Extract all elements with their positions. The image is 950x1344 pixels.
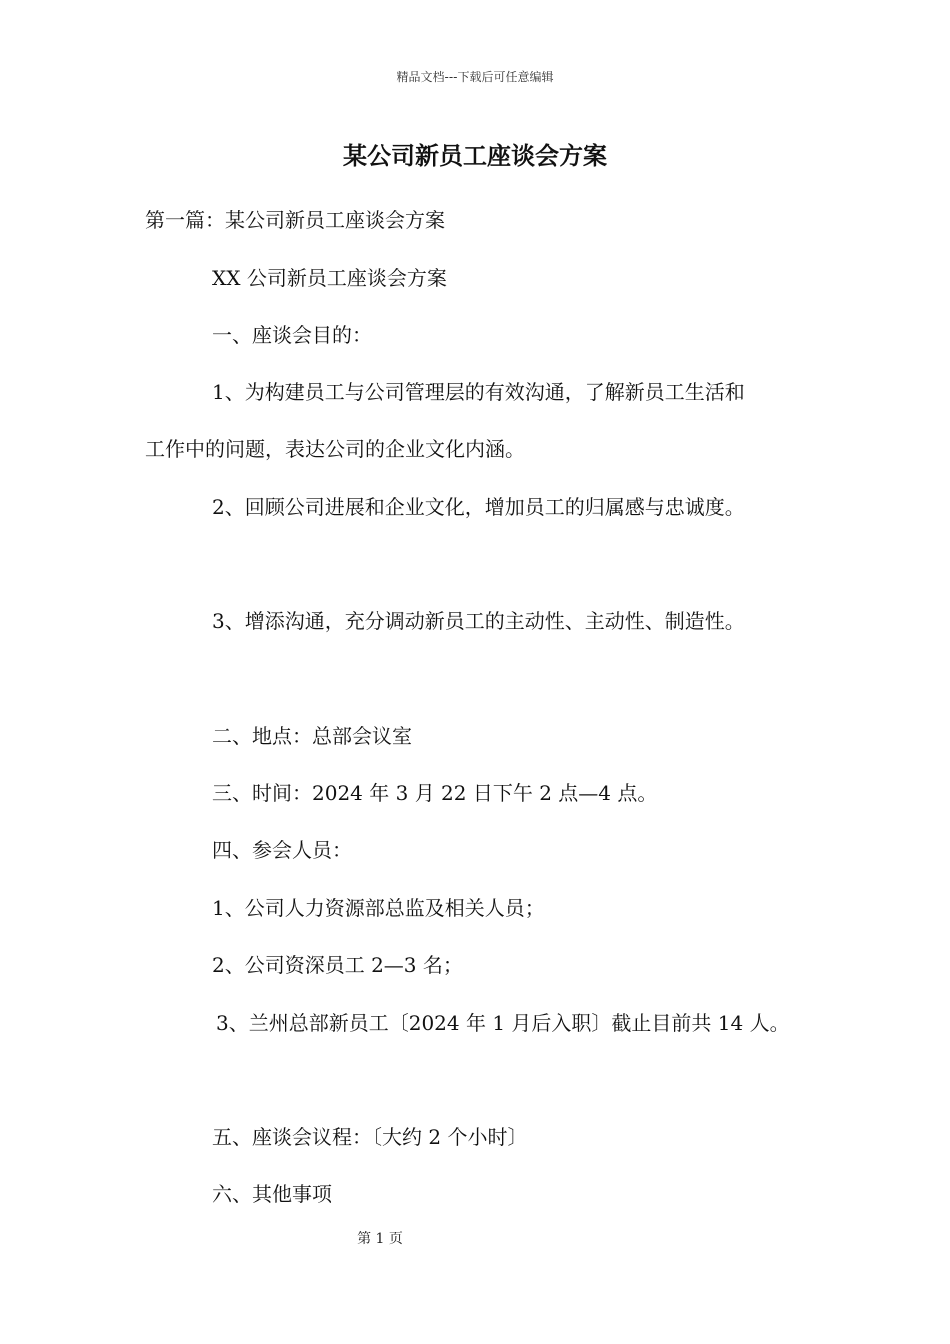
purpose-item-1: 1、为构建员工与公司管理层的有效沟通，了解新员工生活和 bbox=[212, 380, 745, 404]
location-line: 二、地点：总部会议室 bbox=[212, 724, 412, 748]
purpose-item-2: 2、回顾公司进展和企业文化，增加员工的归属感与忠诚度。 bbox=[212, 495, 745, 519]
page-number: 第 1 页 bbox=[357, 1231, 403, 1247]
time-line: 三、时间：2024 年 3 月 22 日下午 2 点—4 点。 bbox=[212, 781, 658, 805]
section-heading: 第一篇：某公司新员工座谈会方案 bbox=[145, 208, 445, 232]
attendee-item-2: 2、公司资深员工 2—3 名； bbox=[212, 953, 463, 977]
purpose-item-1-continued: 工作中的问题，表达公司的企业文化内涵。 bbox=[145, 437, 525, 461]
subtitle-line: XX 公司新员工座谈会方案 bbox=[212, 266, 447, 290]
header-note: 精品文档---下载后可任意编辑 bbox=[396, 70, 554, 84]
attendee-item-3: 3、兰州总部新员工〔2024 年 1 月后入职〕截止目前共 14 人。 bbox=[216, 1011, 790, 1035]
agenda-line: 五、座谈会议程：〔大约 2 个小时〕 bbox=[212, 1125, 528, 1149]
attendee-item-1: 1、公司人力资源部总监及相关人员； bbox=[212, 896, 545, 920]
attendees-heading: 四、参会人员： bbox=[212, 838, 352, 862]
other-matters-heading: 六、其他事项 bbox=[212, 1182, 332, 1206]
purpose-item-3: 3、增添沟通，充分调动新员工的主动性、主动性、制造性。 bbox=[212, 609, 745, 633]
document-title: 某公司新员工座谈会方案 bbox=[343, 141, 607, 170]
purpose-heading: 一、座谈会目的： bbox=[212, 323, 372, 347]
